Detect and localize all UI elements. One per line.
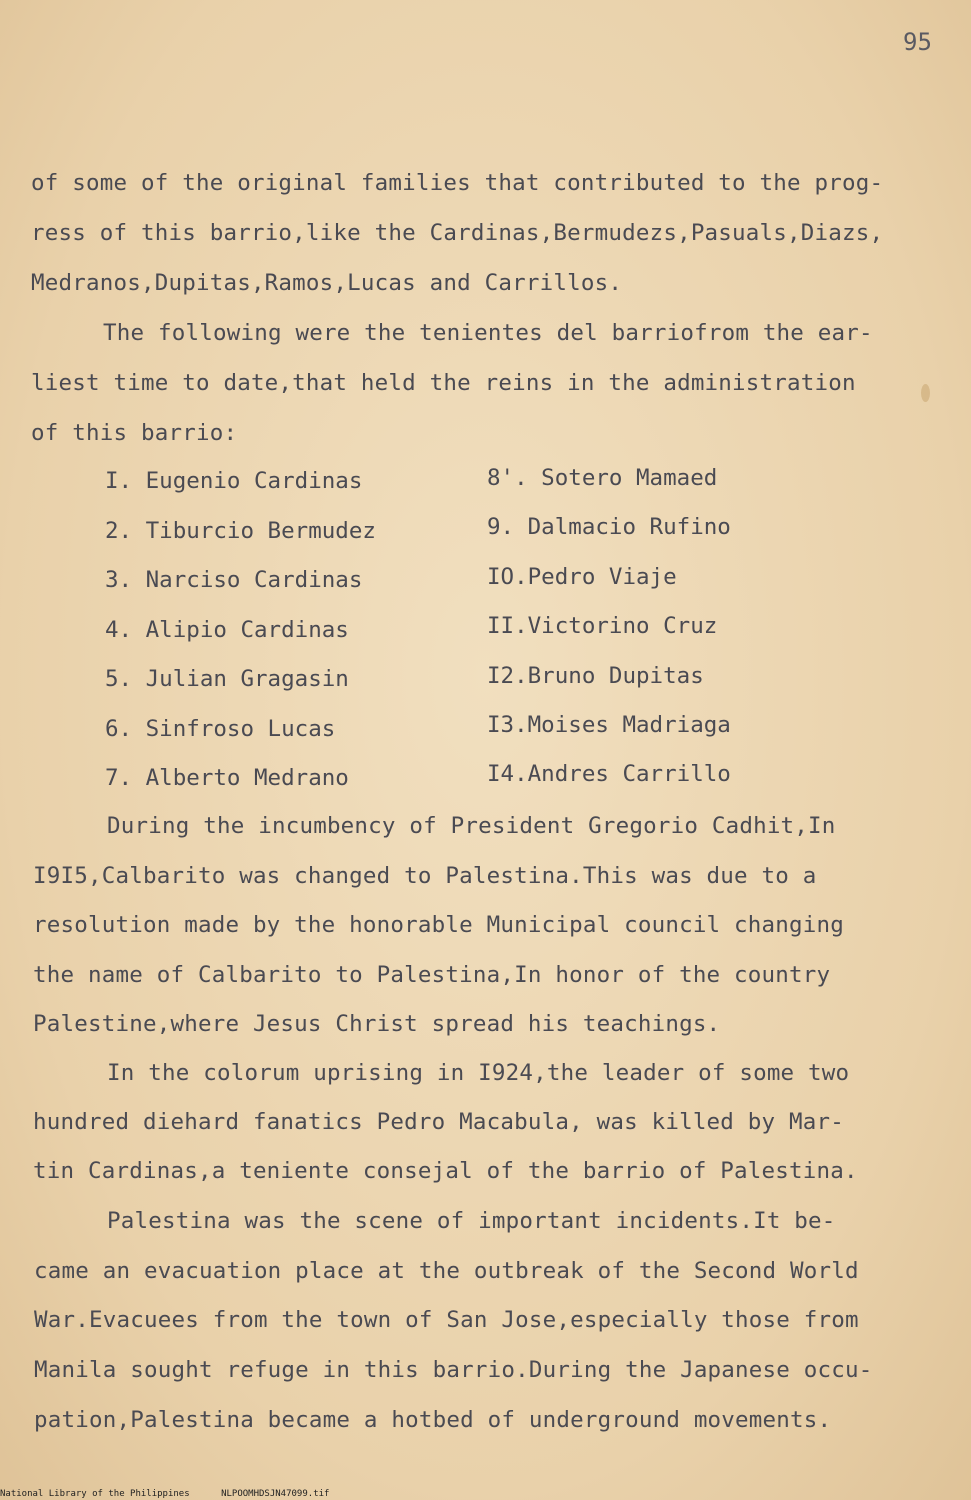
footer-filename: NLPOOMHDSJN47099.tif — [221, 1489, 330, 1499]
text-line: pation,Palestina became a hotbed of underground movements. — [34, 1407, 832, 1433]
text-line: In the colorum uprising in I924,the leader of some two — [107, 1060, 850, 1086]
text-line: Manila sought refuge in this barrio.During the Japanese occu- — [34, 1357, 873, 1383]
text-line: During the incumbency of President Gregorio Cadhit,In — [107, 813, 836, 839]
list-item: 8'. Sotero Mamaed — [487, 465, 718, 491]
list-item: 3. Narciso Cardinas — [105, 567, 363, 593]
text-line: ress of this barrio,like the Cardinas,Bermudezs,Pasuals,Diazs, — [31, 220, 884, 246]
text-line: the name of Calbarito to Palestina,In honor of the country — [33, 962, 831, 988]
text-line: Palestina was the scene of important incidents.It be- — [107, 1208, 836, 1234]
list-item: II.Victorino Cruz — [487, 613, 718, 639]
paper-stain — [921, 384, 930, 402]
text-line: War.Evacuees from the town of San Jose,especially those from — [34, 1307, 859, 1333]
text-line: The following were the tenientes del barriofrom the ear- — [103, 320, 873, 346]
list-item: I2.Bruno Dupitas — [487, 663, 704, 689]
list-item: 4. Alipio Cardinas — [105, 617, 349, 643]
text-line: came an evacuation place at the outbreak of the Second World — [34, 1258, 859, 1284]
scan-footer — [0, 1489, 355, 1499]
text-line: of this barrio: — [31, 420, 238, 446]
text-line: Medranos,Dupitas,Ramos,Lucas and Carrillos. — [31, 270, 623, 296]
text-line: Palestine,where Jesus Christ spread his teachings. — [33, 1011, 721, 1037]
text-line: of some of the original families that contributed to the prog- — [31, 170, 884, 196]
text-line: hundred diehard fanatics Pedro Macabula, was killed by Mar- — [33, 1109, 845, 1135]
list-item: I4.Andres Carrillo — [487, 761, 731, 787]
text-line: I9I5,Calbarito was changed to Palestina.This was due to a — [33, 863, 817, 889]
list-item: I3.Moises Madriaga — [487, 712, 731, 738]
footer-library: National Library of the Philippines — [0, 1489, 190, 1499]
list-item: 6. Sinfroso Lucas — [105, 716, 336, 742]
text-line: liest time to date,that held the reins in the administration — [31, 370, 856, 396]
page-number: 95 — [903, 28, 932, 56]
list-item: 2. Tiburcio Bermudez — [105, 518, 376, 544]
list-item: I. Eugenio Cardinas — [105, 468, 363, 494]
list-item: IO.Pedro Viaje — [487, 564, 677, 590]
list-item: 9. Dalmacio Rufino — [487, 514, 731, 540]
text-line: resolution made by the honorable Municipal council changing — [33, 912, 845, 938]
list-item: 5. Julian Gragasin — [105, 666, 349, 692]
text-line: tin Cardinas,a teniente consejal of the barrio of Palestina. — [33, 1158, 858, 1184]
list-item: 7. Alberto Medrano — [105, 765, 349, 791]
